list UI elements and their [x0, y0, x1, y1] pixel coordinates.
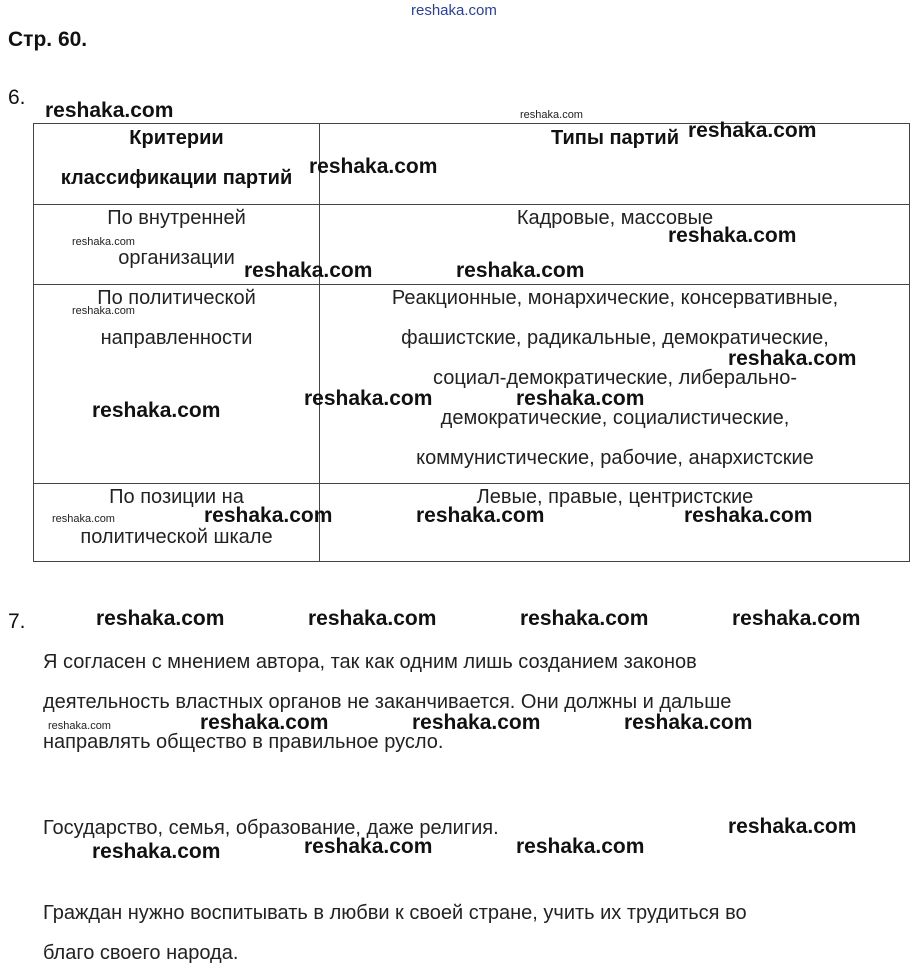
- table-cell-line: социал-демократические, либерально-: [432, 367, 798, 389]
- answer-line: Я согласен с мнением автора, так как одним лишь созданием законов: [43, 651, 697, 673]
- watermark: reshaka.com: [688, 119, 817, 142]
- answer-paragraph: [43, 642, 731, 762]
- table-cell-line: Реакционные, монархические, консервативные,: [391, 287, 839, 309]
- watermark: reshaka.com: [48, 720, 111, 732]
- answer-line: деятельность властных органов не заканчивается. Они должны и дальше: [43, 691, 732, 713]
- watermark: reshaka.com: [412, 711, 541, 734]
- watermark: reshaka.com: [304, 835, 433, 858]
- watermark: reshaka.com: [516, 835, 645, 858]
- watermark: reshaka.com: [200, 711, 329, 734]
- answer-line: Государство, семья, образование, даже религия.: [43, 817, 499, 839]
- watermark: reshaka.com: [96, 607, 225, 630]
- watermark: reshaka.com: [244, 259, 373, 282]
- watermark: reshaka.com: [92, 399, 221, 422]
- watermark: reshaka.com: [520, 607, 649, 630]
- watermark: reshaka.com: [728, 815, 857, 838]
- watermark: reshaka.com: [308, 607, 437, 630]
- watermark: reshaka.com: [456, 259, 585, 282]
- table-cell-types: [320, 198, 910, 238]
- watermark: reshaka.com: [52, 513, 115, 525]
- table-header-text: Критерии: [129, 127, 224, 149]
- table-cell-line: организации: [118, 247, 235, 269]
- table-header-text: классификации партий: [60, 167, 293, 189]
- table-cell-line: По политической: [97, 287, 256, 309]
- watermark: reshaka.com: [520, 109, 583, 121]
- watermark: reshaka.com: [45, 99, 174, 122]
- party-classification-table: [33, 123, 910, 562]
- answer-paragraph: [43, 893, 747, 973]
- watermark: reshaka.com: [92, 840, 221, 863]
- answer-line: благо своего народа.: [43, 942, 239, 964]
- table-header-text: Типы партий: [550, 127, 679, 149]
- watermark: reshaka.com: [416, 504, 545, 527]
- table-cell-line: направленности: [100, 327, 253, 349]
- watermark: reshaka.com: [411, 2, 497, 19]
- watermark: reshaka.com: [304, 387, 433, 410]
- table-cell-types: [320, 278, 910, 478]
- watermark: reshaka.com: [204, 504, 333, 527]
- table-cell-line: демократические, социалистические,: [440, 407, 790, 429]
- answer-line: Граждан нужно воспитывать в любви к своей стране, учить их трудиться во: [43, 902, 747, 924]
- watermark: reshaka.com: [668, 224, 797, 247]
- watermark: reshaka.com: [309, 155, 438, 178]
- table-cell-line: Кадровые, массовые: [516, 207, 714, 229]
- table-cell-line: Левые, правые, центристские: [476, 486, 754, 508]
- task-number-6: 6.: [8, 86, 26, 109]
- table-cell-line: политической шкале: [80, 526, 273, 548]
- watermark: reshaka.com: [624, 711, 753, 734]
- watermark: reshaka.com: [732, 607, 861, 630]
- table-header-types: [320, 118, 910, 158]
- table-header-criteria: [34, 118, 319, 198]
- table-cell-types: [320, 477, 910, 517]
- watermark: reshaka.com: [728, 347, 857, 370]
- watermark: reshaka.com: [516, 387, 645, 410]
- page-heading: Стр. 60.: [8, 28, 88, 51]
- table-cell-line: фашистские, радикальные, демократические,: [401, 327, 829, 349]
- task-number-7: 7.: [8, 610, 26, 633]
- watermark: reshaka.com: [684, 504, 813, 527]
- watermark: reshaka.com: [72, 305, 135, 317]
- watermark: reshaka.com: [72, 236, 135, 248]
- table-cell-line: По позиции на: [109, 486, 244, 508]
- table-cell-criterion: [34, 278, 319, 358]
- table-cell-line: коммунистические, рабочие, анархистские: [416, 447, 814, 469]
- answer-line: направлять общество в правильное русло.: [43, 731, 444, 753]
- table-cell-line: По внутренней: [107, 207, 246, 229]
